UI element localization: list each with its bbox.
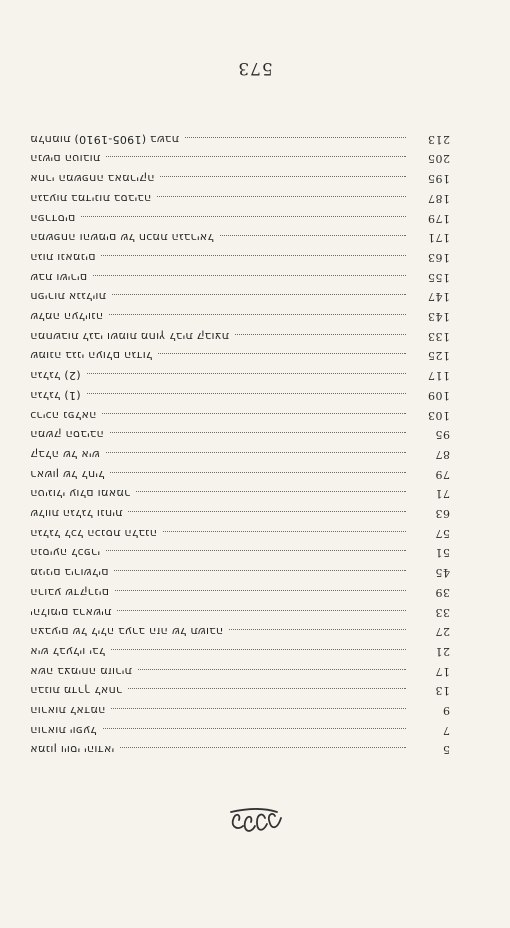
toc-title: חפירות אנגליות (30, 290, 106, 304)
toc-row (30, 720, 450, 740)
toc-title: יהלומים בראשית (30, 605, 112, 619)
toc-row (30, 464, 450, 484)
toc-page-number: 95 (435, 428, 450, 442)
dot-leader (114, 570, 406, 571)
dot-leader (111, 649, 406, 650)
toc-row (30, 701, 450, 721)
toc-title: איש לבעליו יבל (30, 645, 106, 658)
dot-leader (220, 235, 406, 236)
toc-row (30, 129, 450, 149)
dot-leader (185, 137, 406, 138)
toc-title: הגלגל (2) (30, 369, 81, 383)
toc-title: אמנון ויוסי יהודאי (30, 743, 115, 757)
toc-page-number: 7 (442, 723, 450, 737)
dot-leader (117, 610, 406, 611)
toc-title: הוראות יופעל (30, 723, 97, 737)
toc-row (30, 307, 450, 327)
toc-title: המשפחה והשמים של חכמת הגבריאל (30, 231, 214, 245)
toc-page-number: 57 (435, 526, 450, 540)
toc-page-number: 9 (442, 704, 450, 718)
dot-leader (106, 551, 406, 552)
toc-title: שלוות הגלגל ונחית (30, 507, 123, 521)
toc-row (30, 642, 450, 662)
toc-row (30, 445, 450, 465)
toc-row (30, 563, 450, 583)
toc-page-number: 21 (435, 645, 450, 658)
toc-title: שלמה העליונה (30, 310, 104, 324)
toc-page-number: 33 (435, 605, 450, 619)
toc-row (30, 582, 450, 602)
toc-title: אשה בצמיחה מזורית (30, 664, 132, 678)
toc-title: קבלה של איש (30, 448, 100, 461)
toc-row (30, 385, 450, 405)
toc-page-number: 45 (435, 566, 450, 580)
dot-leader (160, 176, 406, 177)
dot-leader (158, 354, 406, 355)
dot-leader (103, 728, 406, 729)
handwritten-signature-icon (225, 804, 285, 838)
toc-row (30, 681, 450, 701)
dot-leader (110, 472, 406, 473)
dot-leader (93, 275, 406, 276)
toc-title: שבת ושירים (30, 270, 88, 284)
toc-row (30, 661, 450, 681)
toc-title: הטיגולי עולם ומאמר (30, 487, 131, 501)
toc-row (30, 740, 450, 760)
toc-page-number: 109 (427, 388, 450, 402)
toc-row (30, 622, 450, 642)
dot-leader (109, 314, 406, 315)
dot-leader (87, 393, 406, 394)
toc-page-number: 205 (427, 152, 450, 166)
toc-title: הגלגל לכל הכנסת הלבנה (30, 526, 158, 540)
toc-page-number: 155 (427, 270, 450, 284)
toc-page-number: 63 (435, 507, 450, 521)
toc-page-number: 71 (435, 487, 450, 501)
toc-row (30, 248, 450, 268)
toc-page-number: 143 (427, 310, 450, 324)
toc-row (30, 169, 450, 189)
dot-leader (136, 491, 406, 492)
toc-page-number: 17 (435, 664, 450, 678)
toc-title: אחרי המשפחה באמריקה (30, 172, 155, 186)
dot-leader (112, 294, 406, 295)
toc-row (30, 326, 450, 346)
toc-page-number: 51 (435, 546, 450, 560)
dot-leader (111, 708, 406, 709)
toc-row (30, 504, 450, 524)
toc-page-number: 163 (427, 251, 450, 264)
toc-page-number: 187 (427, 191, 450, 205)
toc-row (30, 208, 450, 228)
toc-page-number: 5 (442, 743, 450, 757)
dot-leader (101, 255, 406, 256)
toc-page-number: 27 (435, 625, 450, 639)
toc-row (30, 543, 450, 563)
toc-page-number: 79 (435, 467, 450, 481)
toc-page-number: 213 (427, 132, 450, 146)
dot-leader (128, 511, 406, 512)
toc-title: הבנות מדרך לאחר (30, 684, 123, 698)
toc-page-number: 13 (435, 684, 450, 698)
toc-page-number: 103 (427, 408, 450, 422)
toc-title: הגלגל (1) (30, 388, 81, 402)
toc-title: כריכה נפלאה (30, 408, 97, 422)
toc-row (30, 523, 450, 543)
toc-page-number: 133 (427, 329, 450, 343)
dot-leader (163, 531, 406, 532)
dot-leader (115, 590, 406, 591)
toc-row (30, 149, 450, 169)
page-number: 573 (237, 58, 273, 78)
toc-page-number: 147 (427, 290, 450, 304)
toc-title: המשק הסביבה (30, 428, 104, 442)
toc-row (30, 366, 450, 386)
toc-row (30, 602, 450, 622)
toc-title: מלחמות (1905-1910) בשבת (30, 132, 179, 146)
toc-row (30, 228, 450, 248)
toc-title: מגינים בירושלים (30, 566, 109, 580)
toc-row (30, 267, 450, 287)
toc-title: הגבעות במדינות בסביבה (30, 191, 152, 205)
toc-title: הפרדסים (30, 211, 76, 225)
dot-leader (106, 452, 406, 453)
toc-row (30, 287, 450, 307)
dot-leader (120, 748, 406, 749)
dot-leader (128, 688, 406, 689)
toc-title: הגות ונאמנים (30, 251, 96, 264)
toc-row (30, 484, 450, 504)
dot-leader (157, 196, 406, 197)
toc-title: הצבעים של לילה בערב הזה של תשובה (30, 625, 224, 639)
toc-row (30, 425, 450, 445)
dot-leader (87, 373, 406, 374)
dot-leader (81, 216, 406, 217)
toc-title: הנסיעה לכפרי (30, 546, 100, 560)
dot-leader (235, 334, 406, 335)
toc-row (30, 188, 450, 208)
toc-title: הוראות לאדמה (30, 704, 106, 718)
toc-page-number: 195 (427, 172, 450, 186)
toc-row (30, 405, 450, 425)
toc-page-number: 125 (427, 349, 450, 363)
toc-page-number: 117 (427, 369, 450, 383)
dot-leader (106, 157, 406, 158)
dot-leader (102, 413, 406, 414)
toc-page-number: 87 (435, 448, 450, 461)
toc-title: הנשים הטובות (30, 152, 101, 166)
dot-leader (138, 669, 406, 670)
toc-title: ראשון של לחיל (30, 467, 105, 481)
toc-title: הרובע שדקרנים (30, 585, 110, 599)
dot-leader (229, 629, 406, 630)
toc-page-number: 179 (427, 211, 450, 225)
toc-page-number: 39 (435, 585, 450, 599)
dot-leader (110, 432, 406, 433)
toc-page-number: 171 (427, 231, 450, 245)
toc-title: המחשבות לגבי ושמות מחוץ לבית קבוצת (30, 329, 229, 343)
toc-row (30, 346, 450, 366)
toc-title: שמונה בגני העולם הגדול (30, 349, 153, 363)
